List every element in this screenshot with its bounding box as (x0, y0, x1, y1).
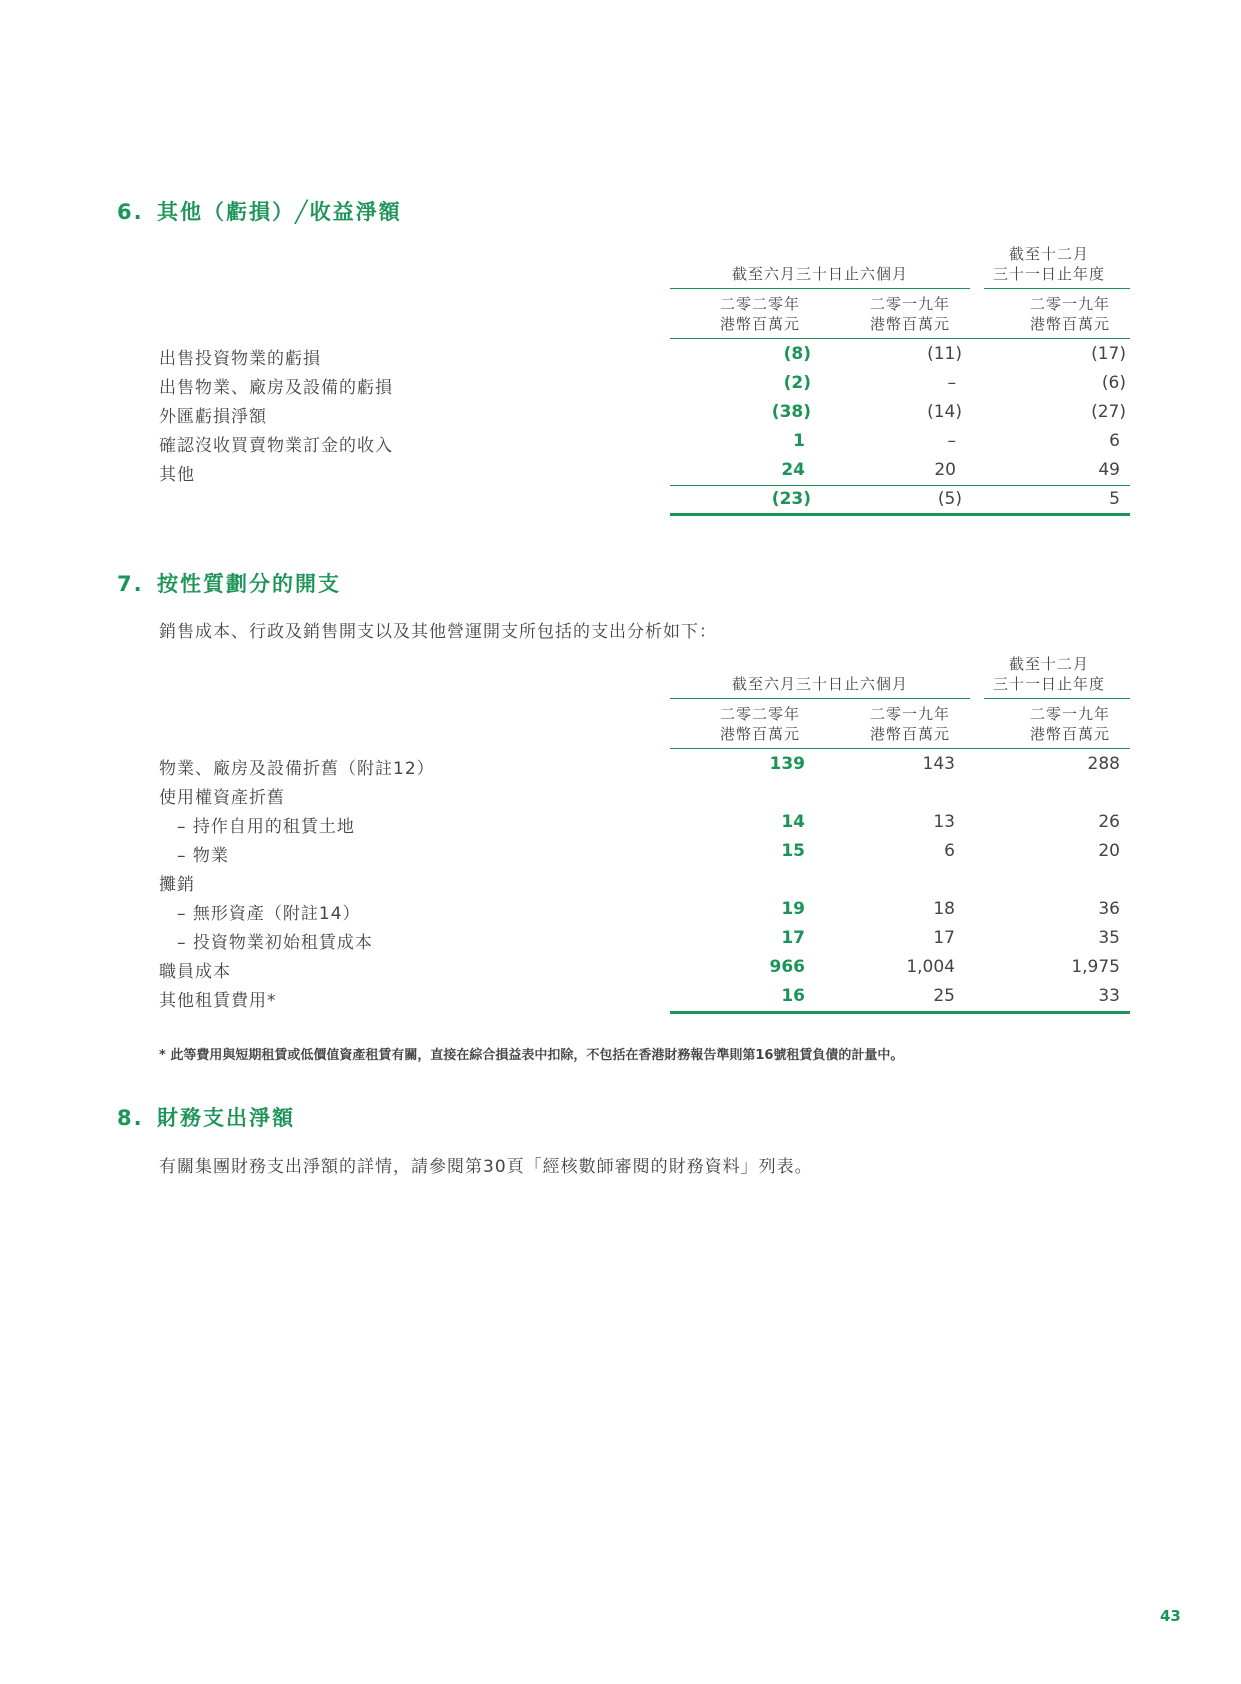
sec6-row-value-2019-year: 6 (1109, 431, 1120, 451)
sec6-row-value-2019: (11) (927, 344, 962, 364)
sec7-row-value-2020: 19 (781, 899, 805, 919)
sec6-col1-year: 二零二零年 (719, 295, 800, 313)
sec6-total-2020: (23) (771, 489, 811, 509)
sec6-row-value-2020: (38) (771, 402, 811, 422)
sec7-row-value-2020: 139 (769, 754, 805, 774)
section-7-intro: 銷售成本、行政及銷售開支以及其他營運開支所包括的支出分析如下： (159, 622, 717, 642)
sec6-total-topline (670, 485, 1130, 486)
sec7-row-label: 職員成本 (159, 962, 231, 982)
sec7-col2-unit: 港幣百萬元 (869, 725, 950, 743)
sec7-col3-unit: 港幣百萬元 (1029, 725, 1110, 743)
sec7-row-value-2020: 16 (781, 986, 805, 1006)
sec7-row-value-2019: 1,004 (906, 957, 955, 977)
sec6-total-2019: (5) (937, 489, 962, 509)
section-7-heading: 按性質劃分的開支 (157, 572, 341, 596)
sec6-row-value-2020: 24 (781, 460, 805, 480)
section-8-intro: 有關集團財務支出淨額的詳情，請參閱第30頁「經核數師審閱的財務資料」列表。 (159, 1157, 813, 1177)
sec6-row-value-2019: – (947, 373, 956, 393)
sec7-row-value-2019-year: 26 (1098, 812, 1120, 832)
sec6-row-value-2019-year: (17) (1091, 344, 1126, 364)
sec6-row-value-2019: (14) (927, 402, 962, 422)
section-6-title (117, 196, 402, 226)
sec6-year-end-header-line1: 截至十二月 (1008, 245, 1089, 263)
sec7-row-value-2019: 18 (933, 899, 955, 919)
sec7-row-value-2019-year: 33 (1098, 986, 1120, 1006)
sec6-col2-year: 二零一九年 (869, 295, 950, 313)
sec6-row-value-2019-year: 49 (1098, 460, 1120, 480)
sec7-bottomline (670, 1011, 1130, 1014)
sec6-row-label: 出售投資物業的虧損 (159, 349, 321, 369)
sec7-row-value-2019-year: 20 (1098, 841, 1120, 861)
section-6-heading: 其他（虧損）╱收益淨額 (157, 200, 402, 224)
sec7-row-label: 使用權資產折舊 (159, 788, 285, 808)
sec7-row-value-2019: 17 (933, 928, 955, 948)
sec7-row-label: – 物業 (177, 846, 229, 866)
sec7-row-value-2019: 13 (933, 812, 955, 832)
section-8-title (117, 1102, 295, 1132)
sec6-row-value-2019: – (947, 431, 956, 451)
sec6-six-months-underline (670, 288, 970, 289)
sec6-total-bottomline (670, 513, 1130, 516)
sec7-row-value-2019: 25 (933, 986, 955, 1006)
sec6-six-months-header: 截至六月三十日止六個月 (731, 265, 908, 283)
sec7-row-value-2020: 15 (781, 841, 805, 861)
sec6-row-value-2020: 1 (793, 431, 805, 451)
sec7-row-value-2020: 14 (781, 812, 805, 832)
sec7-row-label: 其他租賃費用* (159, 991, 277, 1011)
section-7-title (117, 568, 341, 598)
sec7-row-label: – 投資物業初始租賃成本 (177, 933, 373, 953)
sec6-header-underline (670, 338, 1130, 339)
sec7-six-months-header: 截至六月三十日止六個月 (731, 675, 908, 693)
sec6-row-label: 外匯虧損淨額 (159, 407, 267, 427)
section-7-number: 7. (117, 572, 144, 596)
sec7-row-value-2020: 966 (769, 957, 805, 977)
page-number: 43 (1160, 1607, 1181, 1625)
sec7-col3-year: 二零一九年 (1029, 705, 1110, 723)
sec7-row-label: – 無形資產（附註14） (177, 904, 361, 924)
sec6-row-value-2019-year: (27) (1091, 402, 1126, 422)
sec6-total-2019-year: 5 (1109, 489, 1120, 509)
sec6-row-label: 確認沒收買賣物業訂金的收入 (159, 436, 393, 456)
sec6-row-value-2019: 20 (934, 460, 956, 480)
sec6-row-value-2019-year: (6) (1101, 373, 1126, 393)
sec7-row-value-2020: 17 (781, 928, 805, 948)
sec7-row-value-2019-year: 35 (1098, 928, 1120, 948)
section-6-number: 6. (117, 200, 144, 224)
sec7-row-value-2019: 6 (944, 841, 955, 861)
sec7-footnote: * 此等費用與短期租賃或低價值資產租賃有關，直接在綜合損益表中扣除，不包括在香港財務報告準則第16號租賃負債的計量中。 (159, 1048, 904, 1063)
sec6-row-value-2020: (2) (783, 373, 811, 393)
sec6-year-end-header-line2: 三十一日止年度 (992, 265, 1105, 283)
sec6-col2-unit: 港幣百萬元 (869, 315, 950, 333)
sec6-year-end-underline (984, 288, 1130, 289)
sec7-row-value-2019-year: 1,975 (1071, 957, 1120, 977)
sec6-row-label: 其他 (159, 465, 195, 485)
sec7-row-value-2019-year: 288 (1087, 754, 1120, 774)
sec6-row-value-2020: (8) (783, 344, 811, 364)
sec7-col1-year: 二零二零年 (719, 705, 800, 723)
sec7-row-label: 攤銷 (159, 875, 195, 895)
sec7-row-label: 物業、廠房及設備折舊（附註12） (159, 759, 435, 779)
sec7-row-label: – 持作自用的租賃土地 (177, 817, 355, 837)
sec7-col2-year: 二零一九年 (869, 705, 950, 723)
sec7-year-end-header-line2: 三十一日止年度 (992, 675, 1105, 693)
sec6-col1-unit: 港幣百萬元 (719, 315, 800, 333)
section-8-number: 8. (117, 1106, 144, 1130)
sec7-year-end-header-line1: 截至十二月 (1008, 655, 1089, 673)
sec7-row-value-2019: 143 (922, 754, 955, 774)
sec7-row-value-2019-year: 36 (1098, 899, 1120, 919)
sec6-row-label: 出售物業、廠房及設備的虧損 (159, 378, 393, 398)
sec7-col1-unit: 港幣百萬元 (719, 725, 800, 743)
sec6-col3-unit: 港幣百萬元 (1029, 315, 1110, 333)
sec7-year-end-underline (984, 698, 1130, 699)
section-8-heading: 財務支出淨額 (157, 1106, 295, 1130)
sec7-six-months-underline (670, 698, 970, 699)
sec6-col3-year: 二零一九年 (1029, 295, 1110, 313)
sec7-header-underline (670, 748, 1130, 749)
